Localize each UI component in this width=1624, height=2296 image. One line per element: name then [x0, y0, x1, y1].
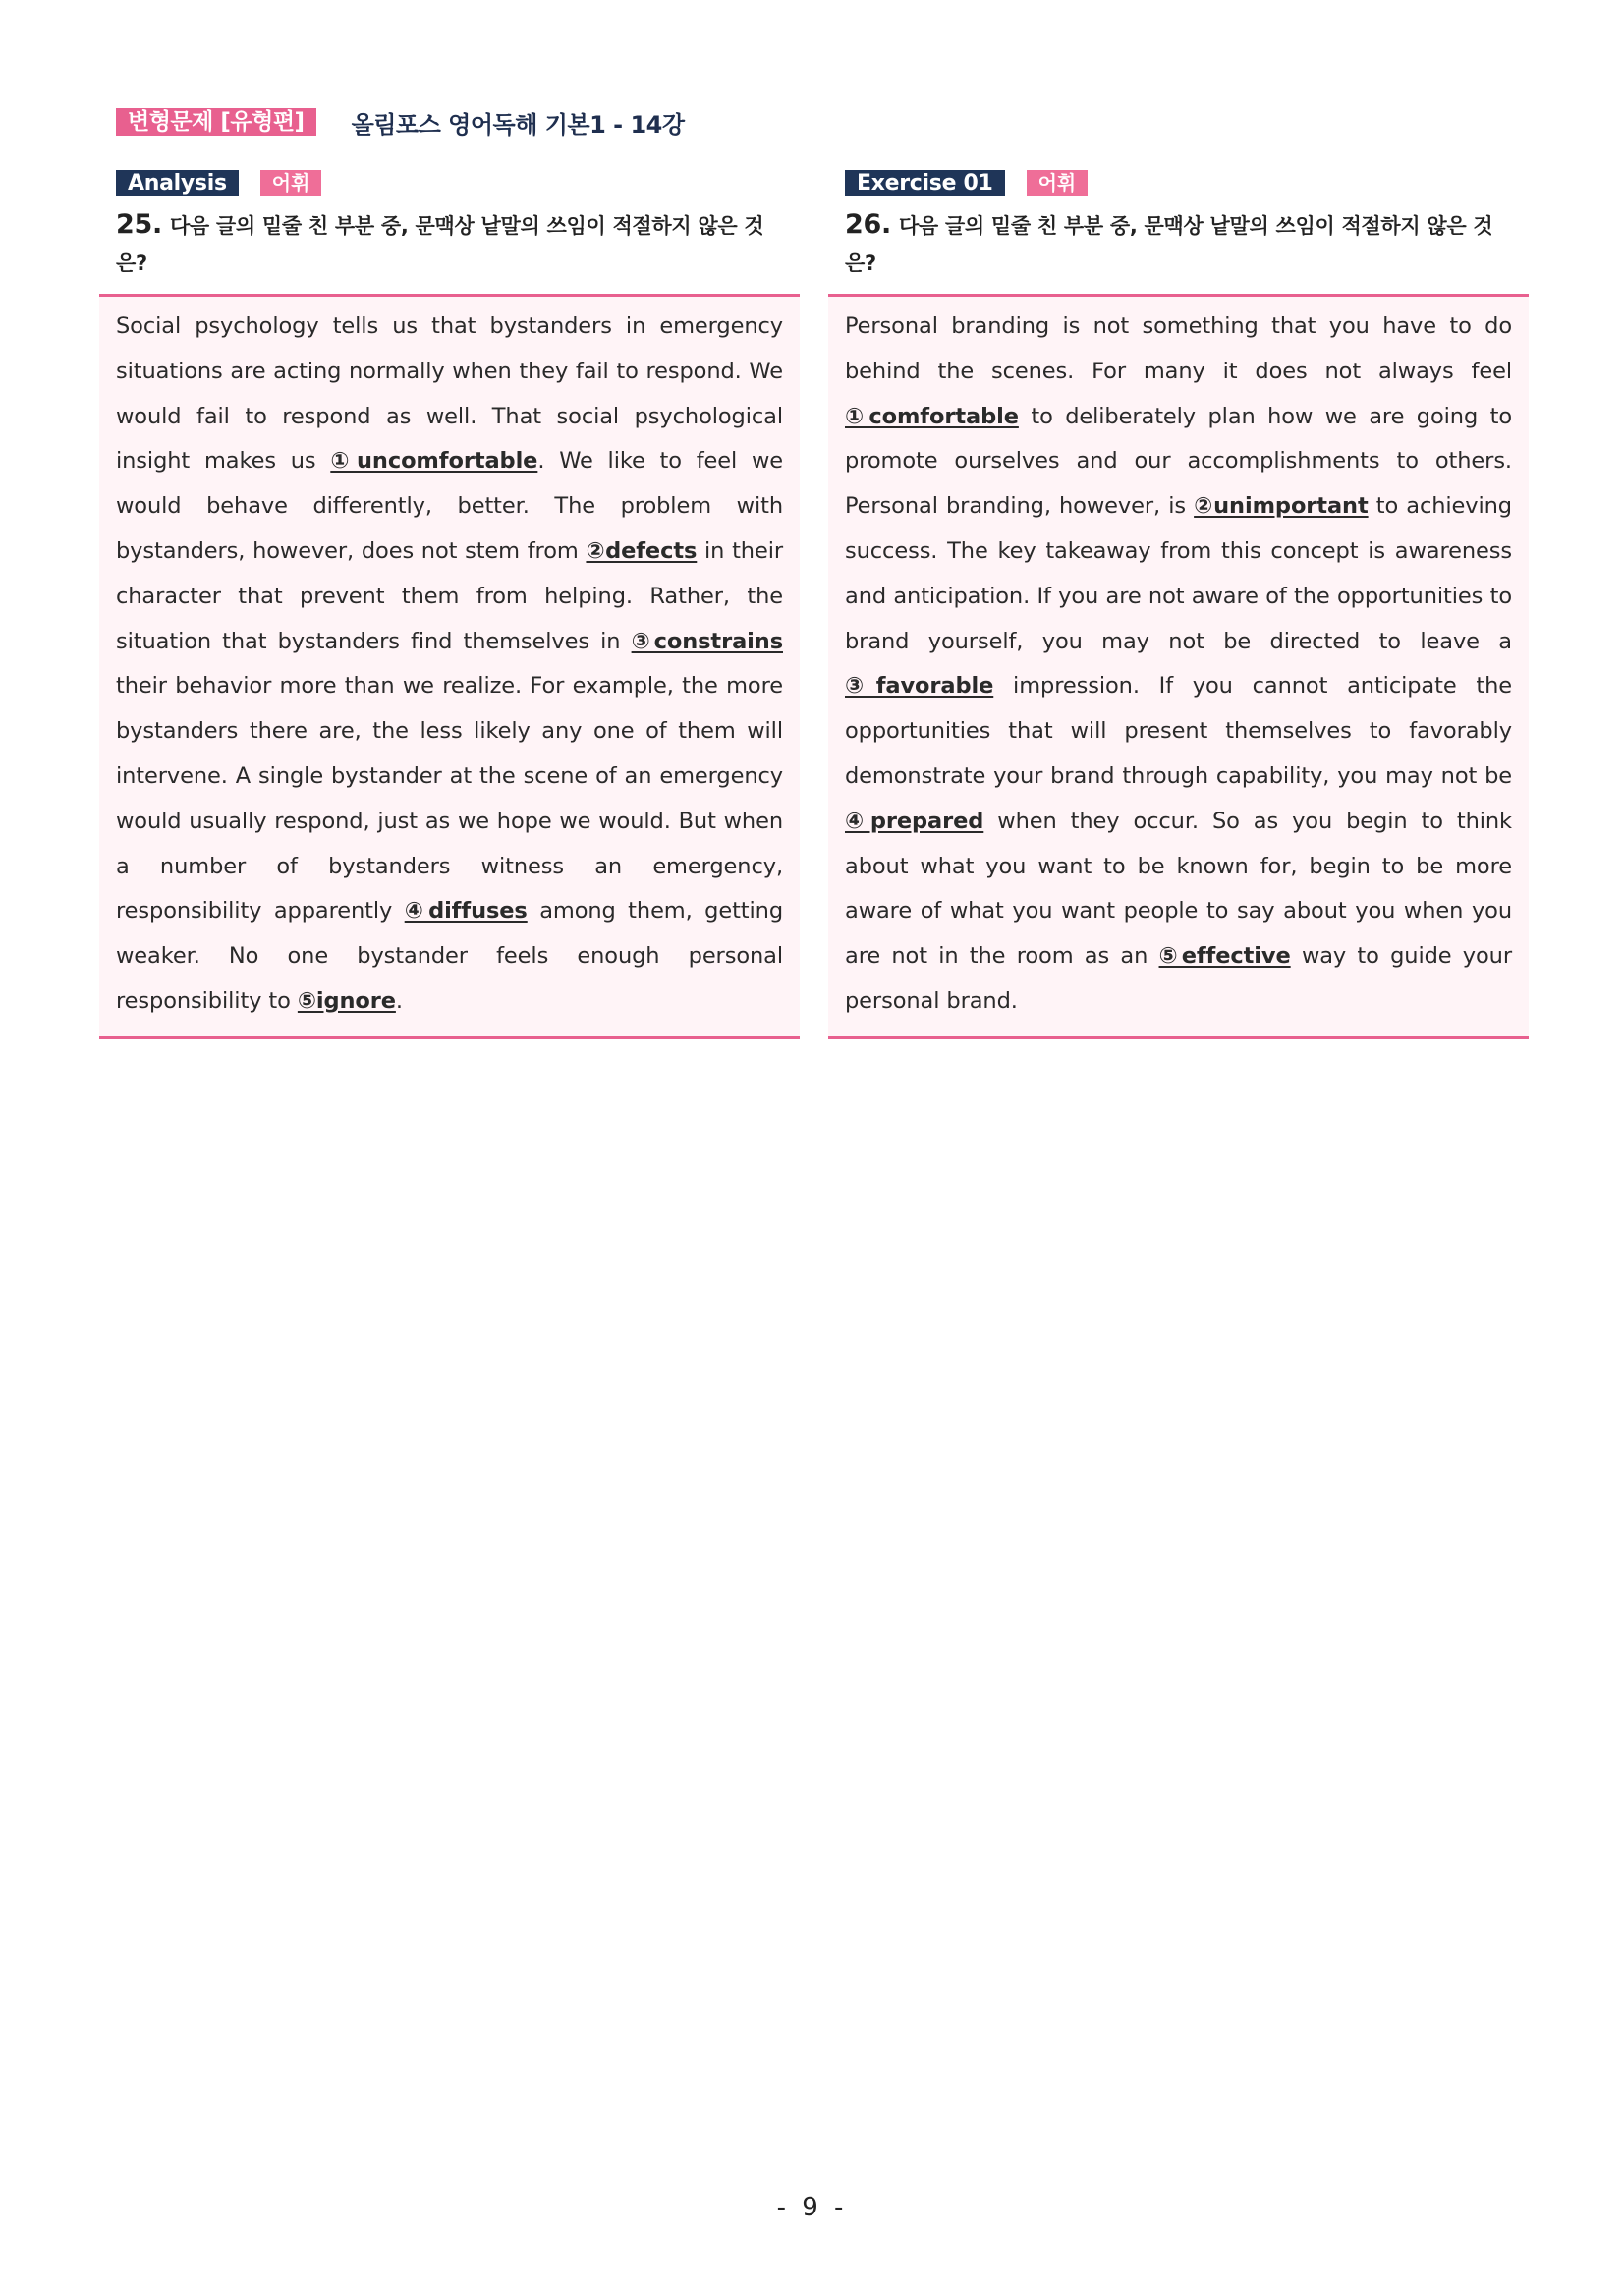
question-tags [845, 169, 1529, 196]
analysis-tag: Analysis [116, 170, 239, 196]
vocabulary-tag: 어휘 [260, 170, 322, 196]
underlined-choice: ①comfortable [845, 403, 1019, 429]
page-header [116, 106, 685, 138]
passage-segment: to deliberately plan how we are going to promote ourselves and our accomplishments to others. Personal branding, however, is [845, 403, 1512, 520]
passage-segment: to achieving success. The key takeaway from this concept is awareness and anticipation. If you are not aware of the opportunities to brand yourself, you may not be directed to leave a [845, 493, 1512, 654]
passage-segment: in their character that prevent them from helping. Rather, the situation that bystanders find themselves in [116, 537, 783, 654]
vocabulary-tag: 어휘 [1027, 170, 1089, 196]
page-number: - 9 - [776, 2193, 848, 2222]
passage-segment: when they occur. So as you begin to think about what you want to be known for, begin to be more aware of what you want people to say about you when you are not in the room as an [845, 808, 1512, 970]
passage-box [828, 294, 1529, 1039]
question-tags [116, 169, 800, 196]
underlined-choice: ⑤effective [1158, 943, 1291, 970]
question-number: 26. [845, 209, 891, 240]
passage-segment: Personal branding is not something that you have to do behind the scenes. For many it does not always feel [845, 313, 1512, 384]
passage-segment: Social psychology tells us that bystanders in emergency situations are acting normally when they fail to respond. We would fail to respond as well. That social psychological insight makes us [116, 313, 783, 475]
question-text: 다음 글의 밑줄 친 부분 중, 문맥상 낱말의 쓰임이 적절하지 않은 것은? [116, 214, 764, 275]
underlined-choice: ③favorable [845, 673, 994, 700]
underlined-choice: ④prepared [845, 808, 984, 834]
exercise-tag: Exercise 01 [845, 170, 1005, 196]
underlined-choice: ③constrains [631, 628, 783, 654]
book-title: 올림포스 영어독해 기본1 - 14강 [351, 110, 685, 139]
passage-box [99, 294, 800, 1039]
passage-text [116, 305, 783, 1025]
passage-segment: their behavior more than we realize. For example, the more bystanders there are, the less likely any one of them will intervene. A single bystander at the scene of an emergency would usually respond, just as we hope we would. But when a number of bystanders witness an emergency, responsibility apparently [116, 673, 783, 924]
underlined-choice: ⑤ignore [297, 987, 396, 1014]
underlined-choice: ②unimportant [1194, 493, 1369, 520]
passage-text [845, 305, 1512, 1025]
question-prompt [845, 206, 1503, 282]
underlined-choice: ④diffuses [404, 898, 528, 924]
question-number: 25. [116, 209, 162, 240]
question-prompt [116, 206, 774, 282]
underlined-choice: ②defects [586, 537, 698, 564]
passage-segment: among them, getting weaker. No one bystander feels enough personal responsibility to [116, 898, 784, 1014]
passage-segment: way to guide your personal brand. [845, 943, 1512, 1014]
passage-segment: impression. If you cannot anticipate the opportunities that will present themselves to favorably demonstrate your brand through capability, you may not be [845, 673, 1512, 789]
question-25-column [99, 169, 800, 1039]
underlined-choice: ①uncomfortable [330, 448, 538, 475]
passage-segment: . [395, 987, 403, 1014]
variant-problem-badge: 변형문제 [유형편] [116, 108, 316, 136]
question-text: 다음 글의 밑줄 친 부분 중, 문맥상 낱말의 쓰임이 적절하지 않은 것은? [845, 214, 1493, 275]
question-26-column [828, 169, 1529, 1039]
passage-segment: . We like to feel we would behave differently, better. The problem with bystanders, however, does not stem from [116, 448, 783, 564]
